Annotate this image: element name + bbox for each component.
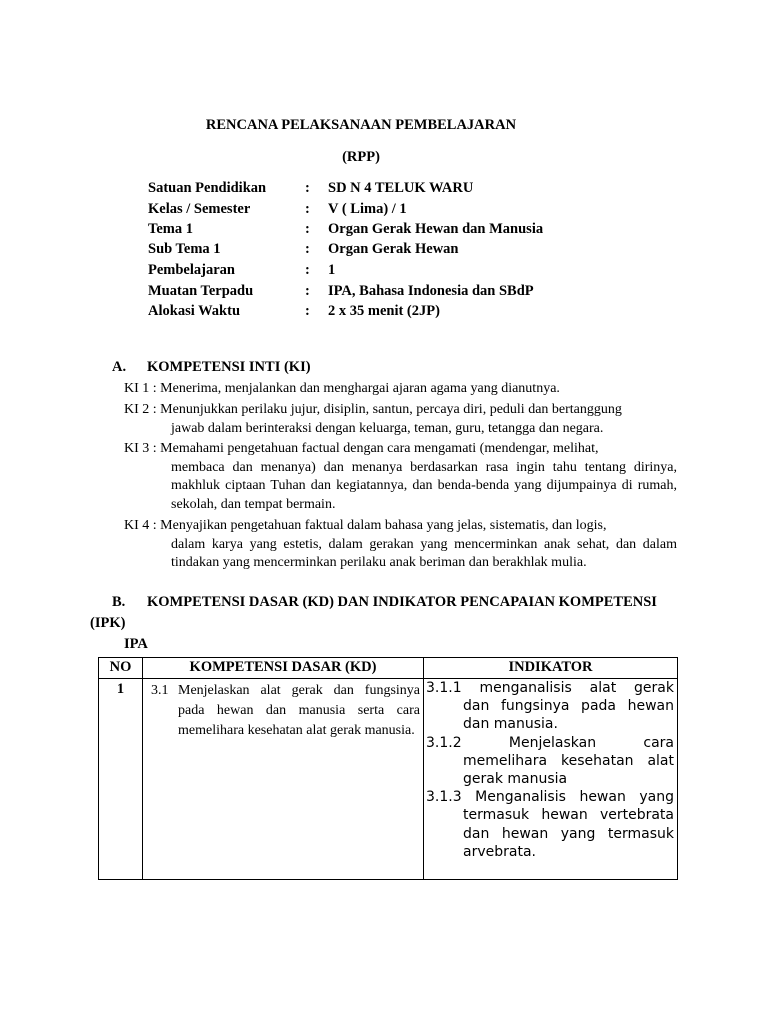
indikator-cell	[424, 679, 678, 880]
info-label: Muatan Terpadu	[148, 283, 254, 299]
section-a-heading: KOMPETENSI INTI (KI)	[147, 359, 311, 375]
info-value: 1	[328, 262, 336, 278]
info-colon: :	[305, 221, 310, 237]
row-no: 1	[99, 679, 143, 880]
document-subtitle: (RPP)	[342, 149, 380, 165]
info-value: IPA, Bahasa Indonesia dan SBdP	[328, 283, 534, 299]
info-value: 2 x 35 menit (2JP)	[328, 303, 440, 319]
kd-indicator-table	[98, 657, 678, 880]
document-title: RENCANA PELAKSANAAN PEMBELAJARAN	[205, 117, 517, 133]
kd-description: Menjelaskan alat gerak dan fungsinya pada hewan dan manusia serta cara memelihara kesehatan alat gerak manusia.	[178, 683, 420, 738]
ki-item	[124, 401, 677, 438]
info-colon: :	[305, 303, 310, 319]
indikator-item	[424, 788, 677, 861]
indikator-item	[424, 679, 677, 734]
indikator-item	[424, 734, 677, 789]
info-label: Tema 1	[148, 221, 193, 237]
info-label: Kelas / Semester	[148, 201, 251, 217]
header-no: NO	[99, 658, 143, 679]
section-b-heading: KOMPETENSI DASAR (KD) DAN INDIKATOR PENCAPAIAN KOMPETENSI	[147, 594, 657, 610]
indikator-text: 3.1.3 Menganalisis hewan yang	[426, 789, 674, 806]
info-label: Pembelajaran	[148, 262, 235, 278]
info-colon: :	[305, 283, 310, 299]
indikator-text-continued: termasuk hewan vertebrata dan hewan yang termasuk arvebrata.	[463, 807, 674, 860]
header-indikator: INDIKATOR	[424, 658, 678, 679]
info-label: Alokasi Waktu	[148, 303, 241, 319]
ki-text-continued: membaca dan menanya) dan menanya berdasarkan rasa ingin tahu tentang dirinya, makhluk ciptaan Tuhan dan kegiatannya, dan benda-benda yang dijumpainya di rumah, sekolah, dan tempat bermain.	[171, 459, 677, 512]
indikator-text: 3.1.2 Menjelaskan cara	[426, 734, 674, 751]
info-label: Satuan Pendidikan	[148, 180, 267, 196]
info-colon: :	[305, 262, 310, 278]
ki-text: KI 1 : Menerima, menjalankan dan menghargai ajaran agama yang dianutnya.	[124, 381, 560, 396]
ki-item	[124, 440, 677, 514]
ki-text: KI 2 : Menunjukkan perilaku jujur, disiplin, santun, percaya diri, peduli dan bertanggung	[124, 402, 622, 417]
ki-text-continued: jawab dalam berinteraksi dengan keluarga, teman, guru, tetangga dan negara.	[171, 420, 604, 436]
ki-text-continued: dalam karya yang estetis, dalam gerakan yang mencerminkan anak sehat, dan dalam tindakan yang mencerminkan perilaku anak beriman dan berakhlak mulia.	[171, 536, 677, 570]
table-row	[99, 679, 678, 880]
table-header-row	[99, 658, 678, 679]
indikator-text-continued: dan fungsinya pada hewan dan manusia.	[463, 698, 674, 733]
info-colon: :	[305, 180, 310, 196]
info-value: SD N 4 TELUK WARU	[328, 180, 474, 196]
kd-number: 3.1	[151, 683, 169, 698]
header-kd: KOMPETENSI DASAR (KD)	[143, 658, 424, 679]
info-colon: :	[305, 201, 310, 217]
ki-item	[124, 380, 677, 399]
section-b-letter: B.	[112, 594, 126, 610]
info-value: Organ Gerak Hewan	[328, 241, 459, 257]
info-value: Organ Gerak Hewan dan Manusia	[328, 221, 544, 237]
indikator-text-continued: memelihara kesehatan alat gerak manusia	[463, 752, 674, 788]
section-b-heading-continued: (IPK)	[90, 615, 126, 631]
info-value: V ( Lima) / 1	[328, 201, 407, 217]
ki-text: KI 3 : Memahami pengetahuan factual dengan cara mengamati (mendengar, melihat,	[124, 441, 599, 456]
subject-label: IPA	[124, 636, 148, 652]
info-label: Sub Tema 1	[148, 241, 221, 257]
section-a-letter: A.	[112, 359, 127, 375]
ki-text: KI 4 : Menyajikan pengetahuan faktual dalam bahasa yang jelas, sistematis, dan logis,	[124, 518, 607, 533]
ki-item	[124, 517, 677, 573]
indikator-text: 3.1.1 menganalisis alat gerak	[426, 680, 674, 696]
kd-cell	[143, 679, 424, 880]
info-colon: :	[305, 241, 310, 257]
